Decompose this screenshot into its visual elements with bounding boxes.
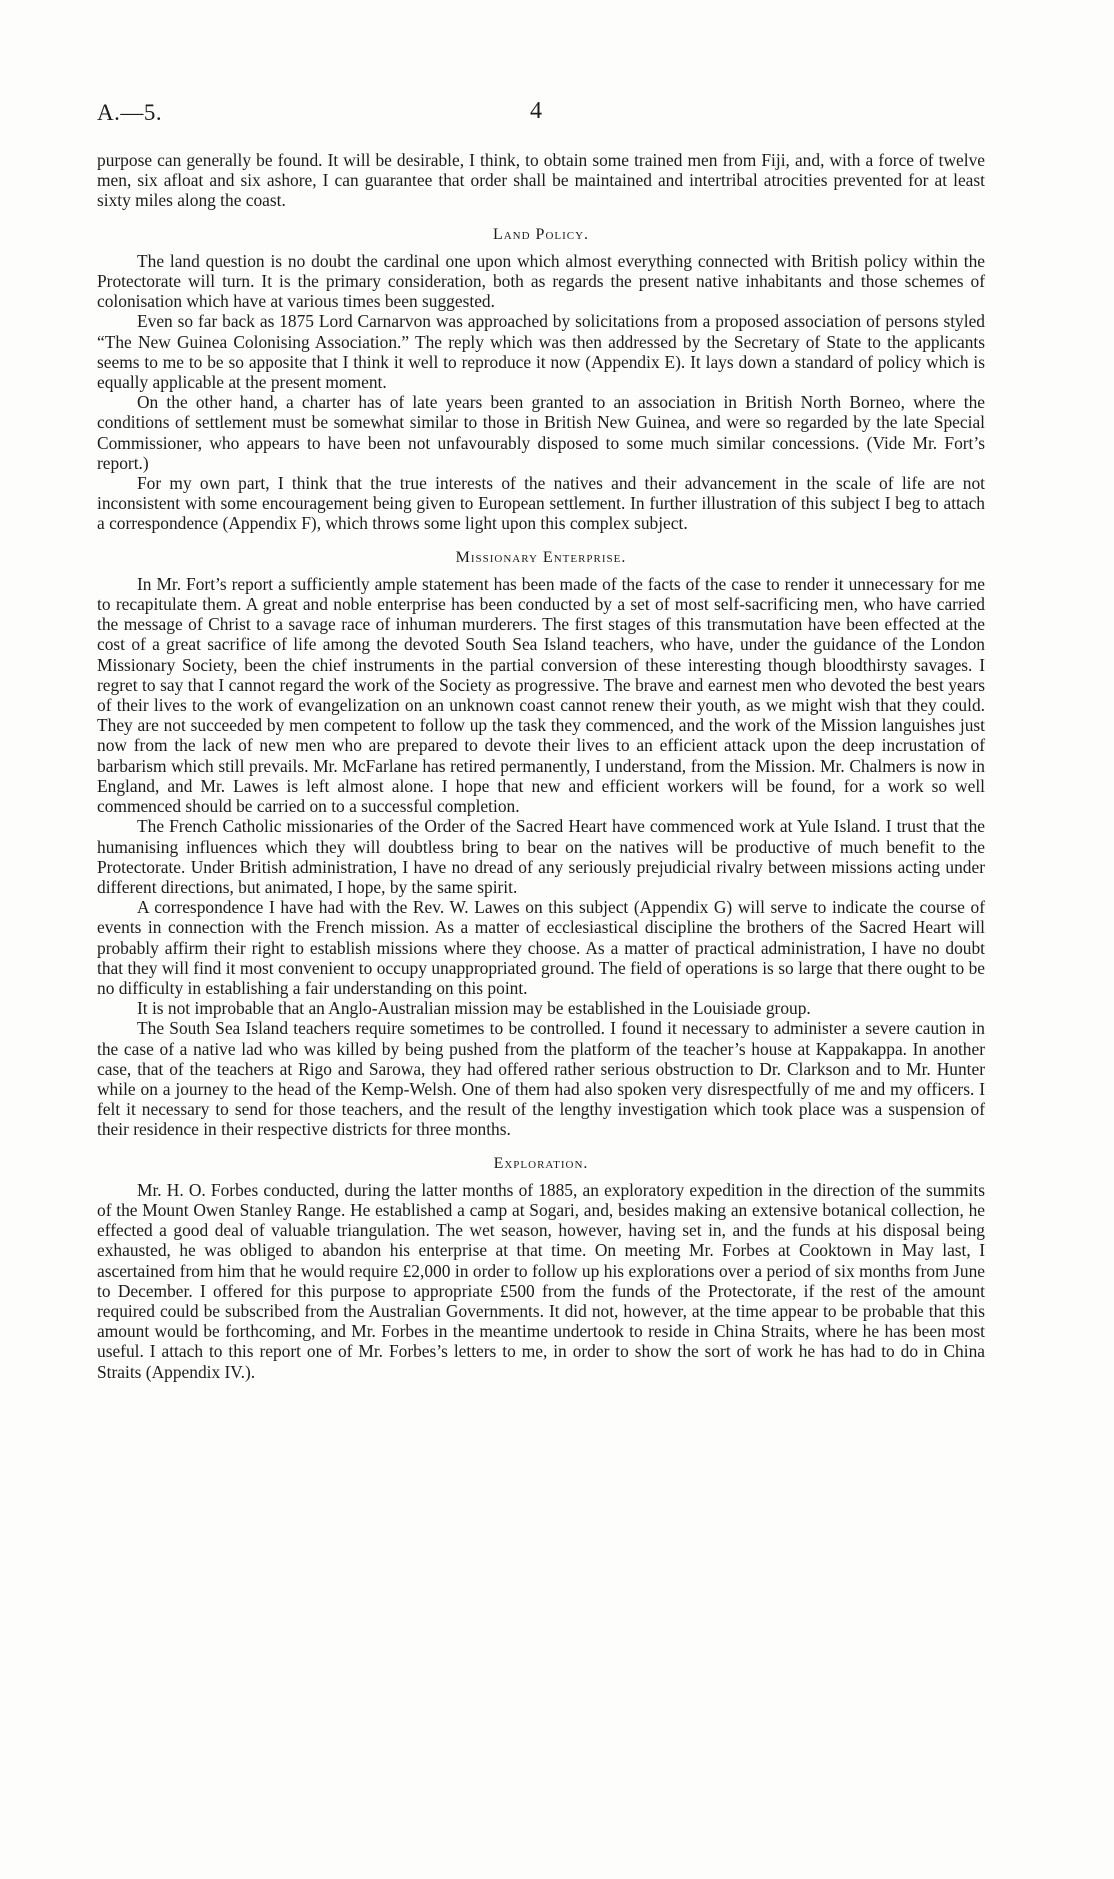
- paragraph: It is not improbable that an Anglo-Australian mission may be established in the Louisiade group.: [137, 998, 811, 1019]
- paragraph: On the other hand, a charter has of late years been granted to an association in British North Borneo, where the conditions of settlement must be somewhat similar to those in British New Guinea, and were so regarded by the late Special Commissioner, who appears to have been not unfavourably disposed to some much similar concessions. (Vide Mr. Fort’s report.): [97, 392, 985, 473]
- section-title-missionary-enterprise: Missionary Enterprise.: [455, 548, 627, 566]
- paragraph: In Mr. Fort’s report a sufficiently ample statement has been made of the facts of the case to render it unnecessary for me to recapitulate them. A great and noble enterprise has been conducted by a set of most self-sacrificing men, who have carried the message of Christ to a savage race of inhuman murderers. The first stages of this transmutation have been effected at the cost of a great sacrifice of life among the devoted South Sea Island teachers, who have, under the guidance of the London Missionary Society, been the chief instruments in the partial conversion of these interesting though bloodthirsty savages. I regret to say that I cannot regard the work of the Society as progressive. The brave and earnest men who devoted the best years of their lives to the work of evangelization on an unknown coast cannot renew their youth, as we might wish that they could. They are not succeeded by men competent to follow up the task they commenced, and the work of the Mission languishes just now from the lack of new men who are prepared to devote their lives to an efficient attack upon the deep incrustation of barbarism which still prevails. Mr. McFarlane has retired permanently, I understand, from the Mission. Mr. Chalmers is now in England, and Mr. Lawes is left almost alone. I hope that new and efficient workers will be found, for a work so well commenced should be carried on to a successful completion.: [97, 573, 985, 817]
- opening-paragraph: purpose can generally be found. It will be desirable, I think, to obtain some trained men from Fiji, and, with a force of twelve men, six afloat and six ashore, I can guarantee that order shall be maintained and intertribal atrocities prevented for at least sixty miles along the coast.: [97, 150, 985, 211]
- paragraph: The South Sea Island teachers require sometimes to be controlled. I found it necessary to administer a severe caution in the case of a native lad who was killed by being pushed from the platform of the teacher’s house at Kappakappa. In another case, that of the teachers at Rigo and Sarowa, they had offered rather serious obstruction to Dr. Clarkson and to Mr. Hunter while on a journey to the head of the Kemp-Welsh. One of them had also spoken very disrespectfully of me and my officers. I felt it necessary to send for those teachers, and the result of the lengthy investigation which took place was a suspension of their residence in their respective districts for three months.: [97, 1018, 985, 1140]
- document-reference: A.—5.: [97, 100, 163, 125]
- paragraph: A correspondence I have had with the Rev. W. Lawes on this subject (Appendix G) will serve to indicate the course of events in connection with the French mission. As a matter of ecclesiastical discipline the brothers of the Sacred Heart will probably affirm their right to establish missions where they choose. As a matter of practical administration, I have no doubt that they will find it most convenient to occupy unappropriated ground. The field of operations is so large that there ought to be no difficulty in establishing a fair understanding on this point.: [97, 897, 985, 998]
- page-number: 4: [530, 98, 542, 124]
- document-body: [97, 150, 985, 1382]
- paragraph: Even so far back as 1875 Lord Carnarvon was approached by solicitations from a proposed association of persons styled “The New Guinea Colonising Association.” The reply which was then addressed by the Secretary of State to the applicants seems to me to be so apposite that I think it well to reproduce it now (Appendix E). It lays down a standard of policy which is equally applicable at the present moment.: [97, 311, 985, 393]
- paragraph: For my own part, I think that the true interests of the natives and their advancement in the scale of life are not inconsistent with some encouragement being given to European settlement. In further illustration of this subject I beg to attach a correspondence (Appendix F), which throws some light upon this complex subject.: [97, 473, 985, 534]
- paragraph: The land question is no doubt the cardinal one upon which almost everything connected with British policy within the Protectorate will turn. It is the primary consideration, both as regards the present native inhabitants and those schemes of colonisation which have at various times been suggested.: [97, 250, 985, 312]
- section-title-land-policy: Land Policy.: [492, 225, 590, 243]
- paragraph: The French Catholic missionaries of the Order of the Sacred Heart have commenced work at Yule Island. I trust that the humanising influences which they will doubtless bring to bear on the natives will be productive of much benefit to the Protectorate. Under British administration, I have no dread of any seriously prejudicial rivalry between missions acting under different directions, but animated, I hope, by the same spirit.: [97, 816, 985, 897]
- paragraph: Mr. H. O. Forbes conducted, during the latter months of 1885, an exploratory expedition in the direction of the summits of the Mount Owen Stanley Range. He established a camp at Sogari, and, besides making an extensive botanical collection, he effected a good deal of valuable triangulation. The wet season, however, having set in, and the funds at his disposal being exhausted, he was obliged to abandon his enterprise at that time. On meeting Mr. Forbes at Cooktown in May last, I ascertained from him that he would require £2,000 in order to follow up his explorations over a period of six months from June to December. I offered for this purpose to appropriate £500 from the funds of the Protectorate, if the rest of the amount required could be subscribed from the Australian Governments. It did not, however, at the time appear to be probable that this amount would be forthcoming, and Mr. Forbes in the meantime undertook to reside in China Straits, where he has been most useful. I attach to this report one of Mr. Forbes’s letters to me, in order to show the sort of work he has had to do in China Straits (Appendix IV.).: [97, 1179, 985, 1382]
- section-title-exploration: Exploration.: [493, 1154, 589, 1172]
